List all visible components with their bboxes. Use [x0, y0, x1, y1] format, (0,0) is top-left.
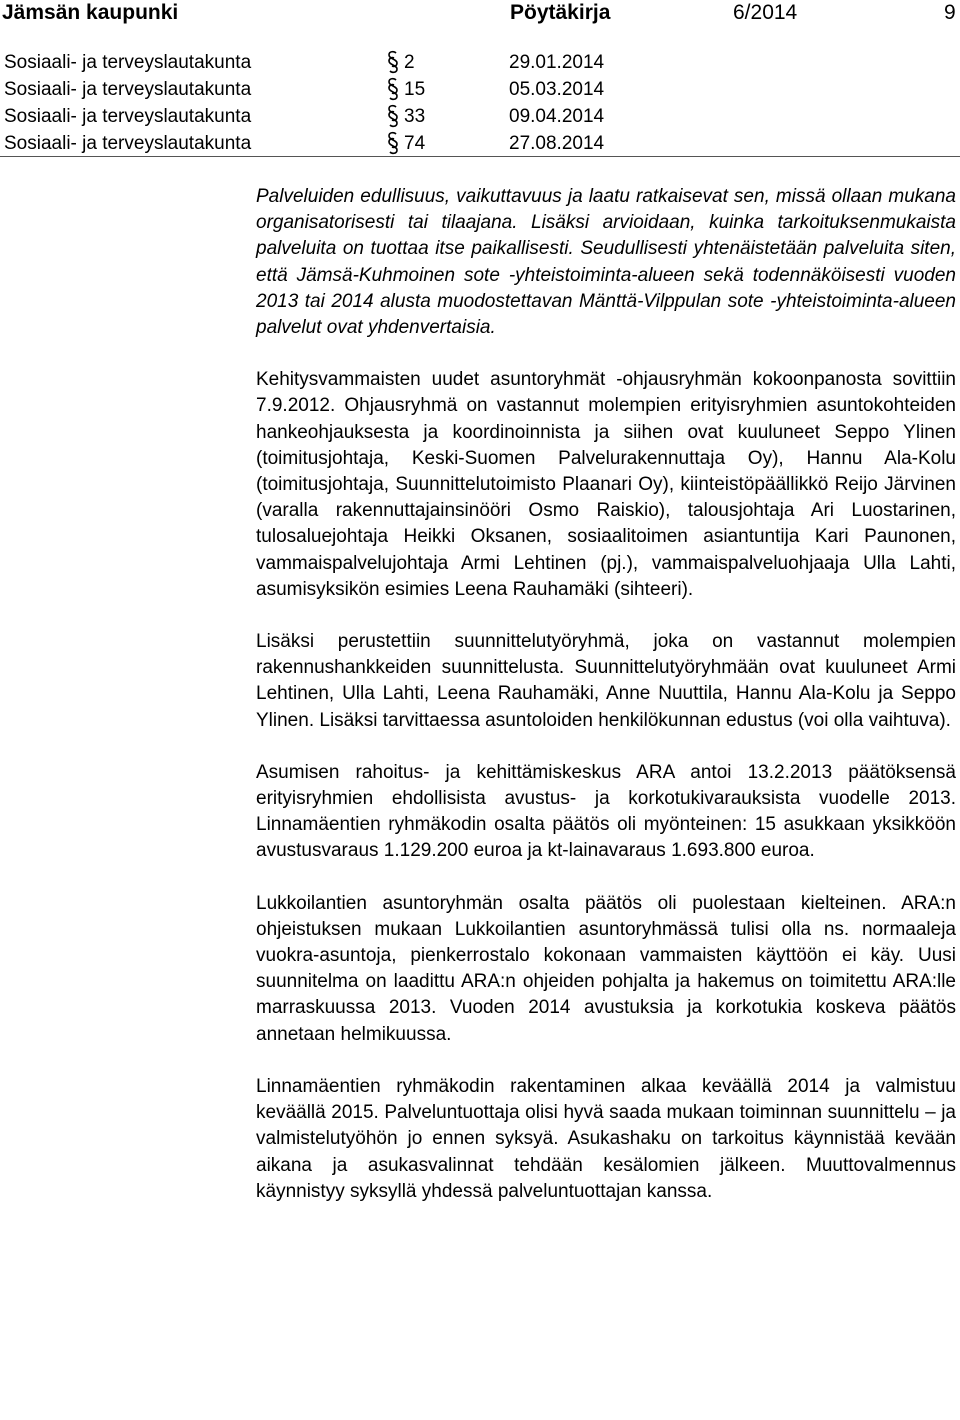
issue-number: 6/2014	[733, 1, 798, 24]
reference-date: 09.04.2014	[509, 106, 605, 127]
paragraph-lukkoilantie: Lukkoilantien asuntoryhmän osalta päätös oli puolestaan kielteinen. ARA:n ohjeistuksen mukaan Lukkoilantien asuntoryhmässä tulisi olla ns. normaaleja vuokra-asuntoja, pienkerrostalo kokonaan vammaisten käyttöön ei käy. Uusi suunnitelma on laadittu ARA:n ohjeiden pohjalta ja hakemus on toimitettu ARA:lle marraskuussa 2013. Vuoden 2014 avustuksia ja korkotukia koskeva päätös annetaan helmikuussa.	[256, 892, 956, 1045]
paragraph-ara-decision: Asumisen rahoitus- ja kehittämiskeskus ARA antoi 13.2.2013 päätöksensä erityisryhmien ehdollisista avustus- ja korkotukivarauksista vuodelle 2013. Linnamäentien ryhmäkodin osalta päätös oli myönteinen: 15 asukkaan yksikköön avustusvaraus 1.129.200 euroa ja kt-lainavaraus 1.693.800 euroa.	[256, 761, 956, 862]
reference-row	[0, 50, 960, 77]
reference-row	[0, 77, 960, 104]
reference-date: 29.01.2014	[509, 52, 605, 73]
document-body	[256, 184, 956, 1231]
section-sign-icon	[386, 77, 400, 101]
reference-row	[0, 104, 960, 131]
document-type: Pöytäkirja	[510, 1, 611, 24]
paragraph-steering-group: Kehitysvammaisten uudet asuntoryhmät -ohjausryhmän kokoonpanosta sovittiin 7.9.2012. Ohjausryhmä on vastannut molempien erityisryhmien asuntokohteiden hankeohjauksesta ja koordinoinnista ja siihen ovat kuuluneet Seppo Ylinen (toimitusjohtaja, Keski-Suomen Palvelurakennuttaja Oy), Hannu Ala-Kolu (toimitusjohtaja, Suunnittelutoimisto Plaanari Oy), kiinteistöpäällikkö Reijo Järvinen (varalla rakennuttajainsinööri Osmo Raiskio), talousjohtaja Ari Luostarinen, tulosaluejohtaja Heikki Oksanen, sosiaalitoimen asiantuntija Kari Paunonen, vammaispalvelujohtaja Armi Lehtinen (pj.), vammaispalveluohjaaja Ulla Lahti, asumisyksikön esimies Leena Rauhamäki (sihteeri).	[256, 369, 956, 600]
reference-body: Sosiaali- ja terveyslautakunta	[4, 52, 252, 73]
reference-body: Sosiaali- ja terveyslautakunta	[4, 79, 252, 100]
reference-date: 27.08.2014	[509, 133, 605, 154]
section-sign-icon	[386, 50, 400, 74]
page-number: 9	[944, 1, 956, 24]
section-sign-icon	[386, 131, 400, 155]
reference-list	[0, 50, 960, 158]
reference-row	[0, 131, 960, 158]
reference-date: 05.03.2014	[509, 79, 605, 100]
section-sign-icon	[386, 104, 400, 128]
paragraph-planning-group: Lisäksi perustettiin suunnittelutyöryhmä, joka on vastannut molempien rakennushankkeiden suunnittelusta. Suunnittelutyöryhmään ovat kuuluneet Armi Lehtinen, Ulla Lahti, Leena Rauhamäki, Anne Nuuttila, Hannu Ala-Kolu ja Seppo Ylinen. Lisäksi tarvittaessa asuntoloiden henkilökunnan edustus (voi olla vaihtuva).	[256, 631, 956, 731]
reference-number: 74	[404, 133, 426, 154]
header-divider	[0, 156, 960, 157]
reference-body: Sosiaali- ja terveyslautakunta	[4, 106, 252, 127]
reference-number: 33	[404, 106, 426, 127]
page-header	[0, 0, 960, 30]
reference-number: 15	[404, 79, 426, 100]
paragraph-intro: Palveluiden edullisuus, vaikuttavuus ja laatu ratkaisevat sen, missä ollaan mukana organisatorisesti tai tilaajana. Lisäksi arvioidaan, kuinka tarkoituksenmukaista palveluita on tuottaa itse paikallisesti. Seudullisesti yhtenäistetään palveluita siten, että Jämsä-Kuhmoinen sote -yhteistoiminta-alueen sekä todennäköisesti vuoden 2013 tai 2014 alusta muodostettavan Mänttä-Vilppulan sote -yhteistoiminta-alueen palvelut ovat yhdenvertaisia.	[256, 186, 956, 339]
paragraph-linnamaentie-construction: Linnamäentien ryhmäkodin rakentaminen alkaa keväällä 2014 ja valmistuu keväällä 2015. Palveluntuottaja olisi hyvä saada mukaan toiminnan suunnittelu – ja valmistelutyöhön jo ennen syksyä. Asukashaku on tarkoitus käynnistää kevään aikana ja asukasvalinnat tehdään kesälomien jälkeen. Muuttovalmennus käynnistyy syksyllä yhdessä palveluntuottajan kanssa.	[256, 1075, 956, 1202]
organization-name: Jämsän kaupunki	[2, 1, 179, 24]
reference-number: 2	[404, 52, 415, 73]
reference-body: Sosiaali- ja terveyslautakunta	[4, 133, 252, 154]
